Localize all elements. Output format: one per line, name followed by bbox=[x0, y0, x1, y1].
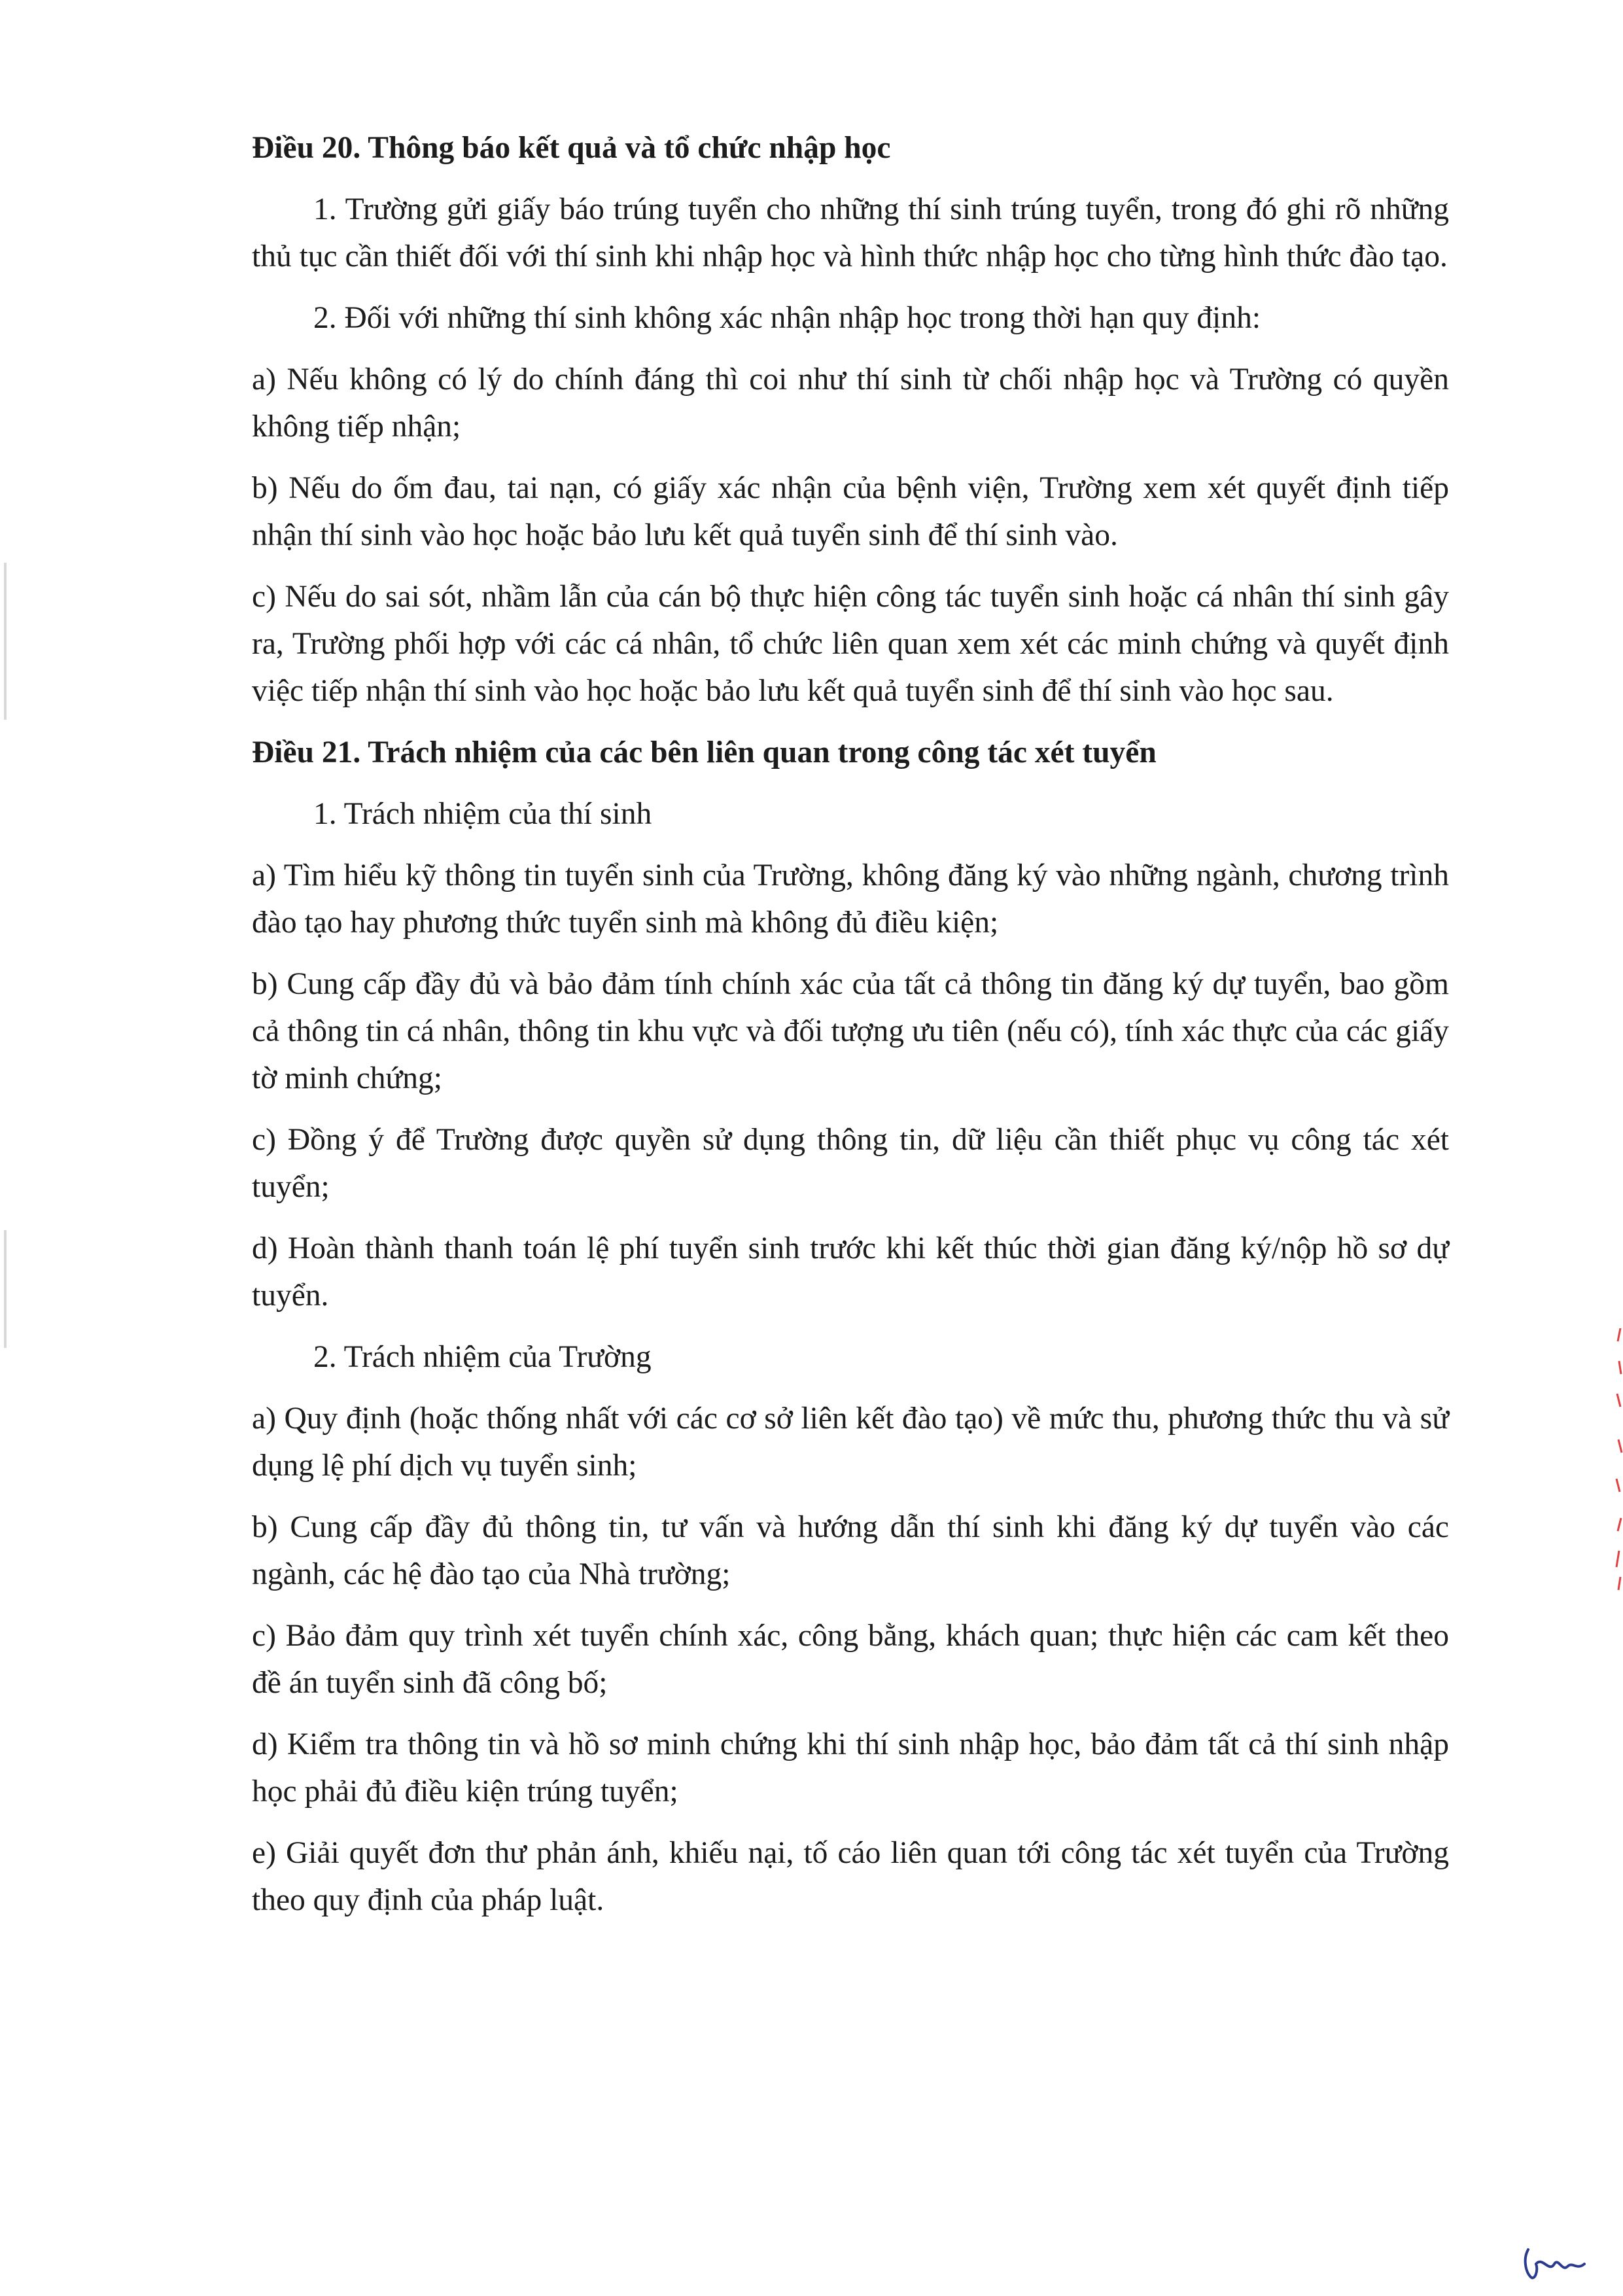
article-21-1-item-d: d) Hoàn thành thanh toán lệ phí tuyển sinh trước khi kết thúc thời gian đăng ký/nộp hồ sơ dự tuyển. bbox=[252, 1231, 1449, 1313]
article-20-clause-1: 1. Trường gửi giấy báo trúng tuyển cho những thí sinh trúng tuyển, trong đó ghi rõ những thủ tục cần thiết đối với thí sinh khi nhập học và hình thức nhập học cho từng hình thức đào tạo. bbox=[252, 192, 1449, 274]
article-21-title: Điều 21. Trách nhiệm của các bên liên quan trong công tác xét tuyển bbox=[252, 735, 1157, 769]
article-21-clause-1-title: 1. Trách nhiệm của thí sinh bbox=[313, 797, 652, 831]
article-21-2-item-d: d) Kiểm tra thông tin và hồ sơ minh chứng khi thí sinh nhập học, bảo đảm tất cả thí sinh nhập học phải đủ điều kiện trúng tuyển; bbox=[252, 1727, 1449, 1809]
article-21-1-item-c: c) Đồng ý để Trường được quyền sử dụng thông tin, dữ liệu cần thiết phục vụ công tác xét tuyển; bbox=[252, 1123, 1449, 1204]
article-21-2-item-b: b) Cung cấp đầy đủ thông tin, tư vấn và hướng dẫn thí sinh khi đăng ký dự tuyển vào các ngành, các hệ đào tạo của Nhà trường; bbox=[252, 1510, 1449, 1591]
article-20-item-b: b) Nếu do ốm đau, tai nạn, có giấy xác nhận của bệnh viện, Trường xem xét quyết định tiếp nhận thí sinh vào học hoặc bảo lưu kết quả tuyển sinh để thí sinh vào. bbox=[252, 471, 1449, 552]
article-21-1-item-b: b) Cung cấp đầy đủ và bảo đảm tính chính xác của tất cả thông tin đăng ký dự tuyển, bao gồm cả thông tin cá nhân, thông tin khu vực và đối tượng ưu tiên (nếu có), tính xác thực của các giấy tờ minh chứng; bbox=[252, 967, 1449, 1095]
document-page bbox=[252, 124, 1449, 1938]
article-20-item-a: a) Nếu không có lý do chính đáng thì coi như thí sinh từ chối nhập học và Trường có quyền không tiếp nhận; bbox=[252, 362, 1449, 444]
article-21-clause-2-title: 2. Trách nhiệm của Trường bbox=[313, 1340, 652, 1374]
seal-stamp-fragment bbox=[1615, 1322, 1623, 1597]
article-21-2-item-e: e) Giải quyết đơn thư phản ánh, khiếu nại, tố cáo liên quan tới công tác xét tuyển của Trường theo quy định của pháp luật. bbox=[252, 1836, 1449, 1917]
article-20-title: Điều 20. Thông báo kết quả và tổ chức nhập học bbox=[252, 131, 891, 165]
scan-edge-mark bbox=[4, 563, 7, 720]
article-20-item-c: c) Nếu do sai sót, nhầm lẫn của cán bộ thực hiện công tác tuyển sinh hoặc cá nhân thí sinh gây ra, Trường phối hợp với các cá nhân, tổ chức liên quan xem xét các minh chứng và quyết định việc tiếp nhận thí sinh vào học hoặc bảo lưu kết quả tuyển sinh để thí sinh vào học sau. bbox=[252, 580, 1449, 708]
article-21-2-item-a: a) Quy định (hoặc thống nhất với các cơ sở liên kết đào tạo) về mức thu, phương thức thu và sử dụng lệ phí dịch vụ tuyển sinh; bbox=[252, 1402, 1449, 1483]
article-21-2-item-c: c) Bảo đảm quy trình xét tuyển chính xác, công bằng, khách quan; thực hiện các cam kết theo đề án tuyển sinh đã công bố; bbox=[252, 1619, 1449, 1700]
article-20-clause-2: 2. Đối với những thí sinh không xác nhận nhập học trong thời hạn quy định: bbox=[313, 301, 1261, 335]
scan-edge-mark bbox=[4, 1230, 7, 1348]
handwritten-initials bbox=[1516, 2244, 1588, 2284]
article-21-1-item-a: a) Tìm hiểu kỹ thông tin tuyển sinh của Trường, không đăng ký vào những ngành, chương trình đào tạo hay phương thức tuyển sinh mà không đủ điều kiện; bbox=[252, 858, 1449, 940]
